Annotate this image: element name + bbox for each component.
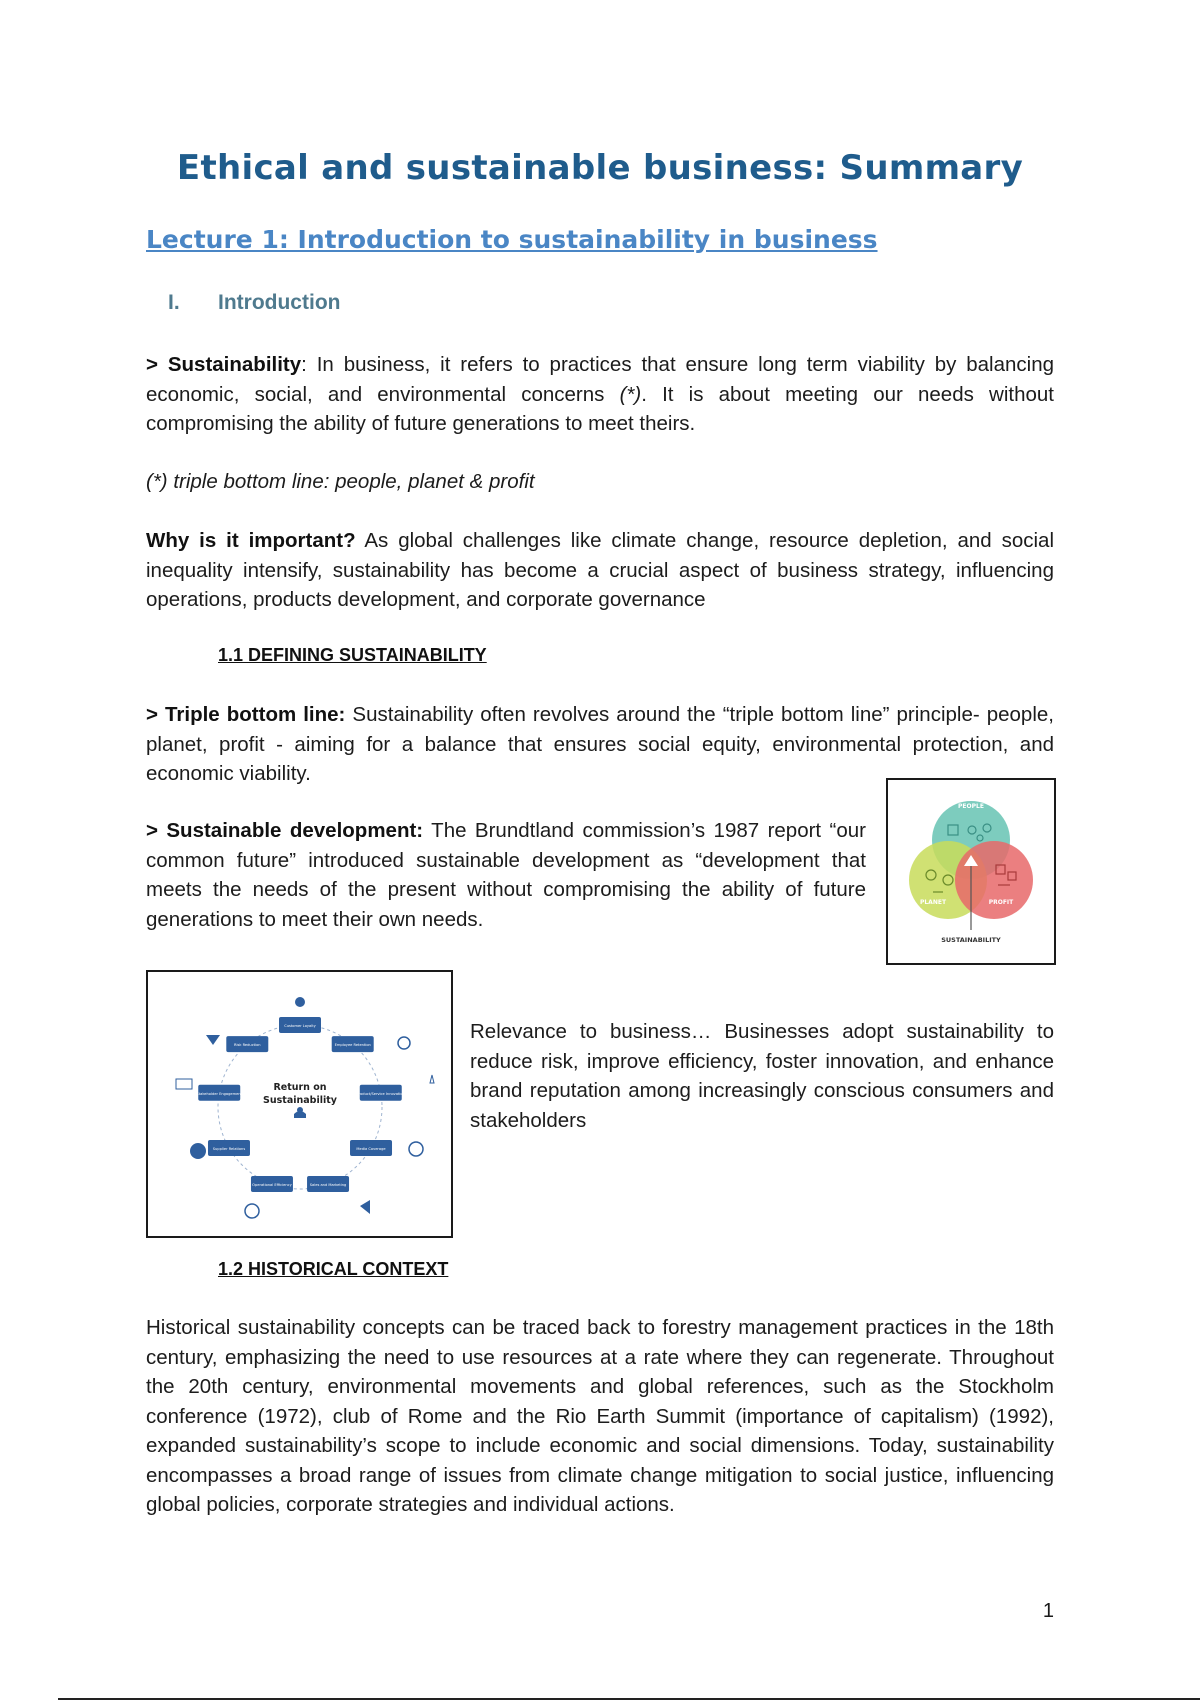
why-lead: Why is it important? xyxy=(146,529,356,552)
handshake-icon xyxy=(176,1079,192,1089)
cycle-node-label: Media Coverage xyxy=(356,1147,386,1151)
subsection-defining-sustainability: 1.1 DEFINING SUSTAINABILITY xyxy=(218,645,487,665)
gear-icon xyxy=(190,1143,206,1159)
cycle-node xyxy=(350,1140,392,1156)
cycle-node xyxy=(196,1085,242,1101)
triple-bottom-line-paragraph xyxy=(146,700,1054,789)
cycle-node-label: Sales and Marketing xyxy=(309,1183,347,1188)
venn-profit-circle xyxy=(955,841,1033,919)
customer-icon xyxy=(295,997,305,1007)
section-heading xyxy=(168,291,340,315)
history-paragraph: Historical sustainability concepts can be traced back to forestry management practices in the 18th century, emphasizing the need to use resources at a rate where they can regenerate. Throughout the 20th century, environmental movements and global references, such as the Stockholm conference (1972), club of Rome and the Rio Earth Summit (importance of capitalism) (1992), expanded sustainability’s scope to include economic and social dimensions. Today, sustainability encompasses a broad range of issues from climate change mitigation to social justice, influencing global policies, corporate strategies and individual actions. xyxy=(146,1316,1054,1516)
lightbulb-icon xyxy=(430,1075,434,1083)
sustainability-text-2: . It is about meeting our needs without compromising the ability of future generations to meet theirs. xyxy=(146,382,1054,435)
cycle-node-label: Supplier Relations xyxy=(212,1147,246,1151)
sustainability-lead: > Sustainability xyxy=(146,353,302,376)
plant-hand-icon xyxy=(294,1107,306,1118)
return-on-sustainability-cycle xyxy=(148,972,451,1236)
cycle-node-label: Customer Loyalty xyxy=(284,1024,316,1028)
scale-icon xyxy=(206,1035,220,1045)
section-number: I. xyxy=(168,291,180,314)
page-number: 1 xyxy=(1042,1600,1054,1622)
section-label: Introduction xyxy=(218,291,341,314)
cycle-node xyxy=(307,1176,349,1192)
cycle-center-line2: Sustainability xyxy=(263,1095,337,1106)
cycle-center-line1: Return on xyxy=(273,1082,327,1093)
magnifier-icon xyxy=(409,1142,423,1156)
tbl-lead: > Triple bottom line: xyxy=(146,703,346,726)
cycle-node xyxy=(251,1176,293,1192)
cycle-node xyxy=(357,1085,405,1101)
cycle-node-label: Employee Retention xyxy=(334,1043,371,1048)
venn-people-label: PEOPLE xyxy=(958,803,984,810)
subsection-historical-context: 1.2 HISTORICAL CONTEXT xyxy=(218,1259,449,1279)
megaphone-icon xyxy=(360,1200,370,1214)
sustainability-text: : In business, it refers to practices that ensure long term viability by balancing economic, social, and environmental concerns xyxy=(146,353,1055,406)
venn-planet-label: PLANET xyxy=(919,899,947,906)
cycle-node-label: Stakeholder Engagement xyxy=(196,1091,243,1096)
cycle-node-label: Operational Efficiency xyxy=(252,1183,292,1188)
document-title: Ethical and sustainable business: Summary xyxy=(176,148,1024,188)
sustainable-development-paragraph xyxy=(146,816,866,934)
sd-lead: > Sustainable development: xyxy=(146,819,424,842)
venn-diagram-figure xyxy=(886,778,1056,965)
cycle-node-label: Risk Reduction xyxy=(234,1043,261,1048)
cycle-node xyxy=(226,1036,268,1052)
tbl-text: Sustainability often revolves around the “triple bottom line” principle- people, planet, profit - aiming for a balance that ensures social equity, environmental protection, and economic viability. xyxy=(146,703,1054,785)
sd-text: The Brundtland commission’s 1987 report “our common future” introduced sustainable development as “development that meets the needs of the present without compromising the ability of future generations to meet their own needs. xyxy=(146,819,866,931)
venn-diagram xyxy=(888,780,1054,963)
sustainability-paragraph xyxy=(146,350,1054,439)
relevance-paragraph: Relevance to business… Businesses adopt sustainability to reduce risk, improve efficiency, foster innovation, and enhance brand reputation among increasingly conscious consumers and stakeholders xyxy=(470,1020,1054,1132)
return-on-sustainability-figure xyxy=(146,970,453,1238)
footnote-marker: (*) xyxy=(619,382,642,406)
venn-profit-label: PROFIT xyxy=(988,899,1014,906)
footnote: (*) triple bottom line: people, planet & profit xyxy=(146,470,535,493)
venn-caption: SUSTAINABILITY xyxy=(941,936,1001,944)
cycle-node xyxy=(208,1140,250,1156)
cycle-node xyxy=(332,1036,374,1052)
lecture-heading: Lecture 1: Introduction to sustainability in business xyxy=(146,225,878,254)
cycle-node-label: Product/Service Innovation xyxy=(356,1091,405,1096)
why-important-paragraph xyxy=(146,526,1054,615)
why-text: As global challenges like climate change, resource depletion, and social inequality intensify, sustainability has become a crucial aspect of business strategy, influencing operations, products development, and corporate governance xyxy=(146,529,1054,611)
cycle-node xyxy=(279,1017,321,1033)
clock-icon xyxy=(245,1204,259,1218)
recycle-icon xyxy=(398,1037,410,1049)
